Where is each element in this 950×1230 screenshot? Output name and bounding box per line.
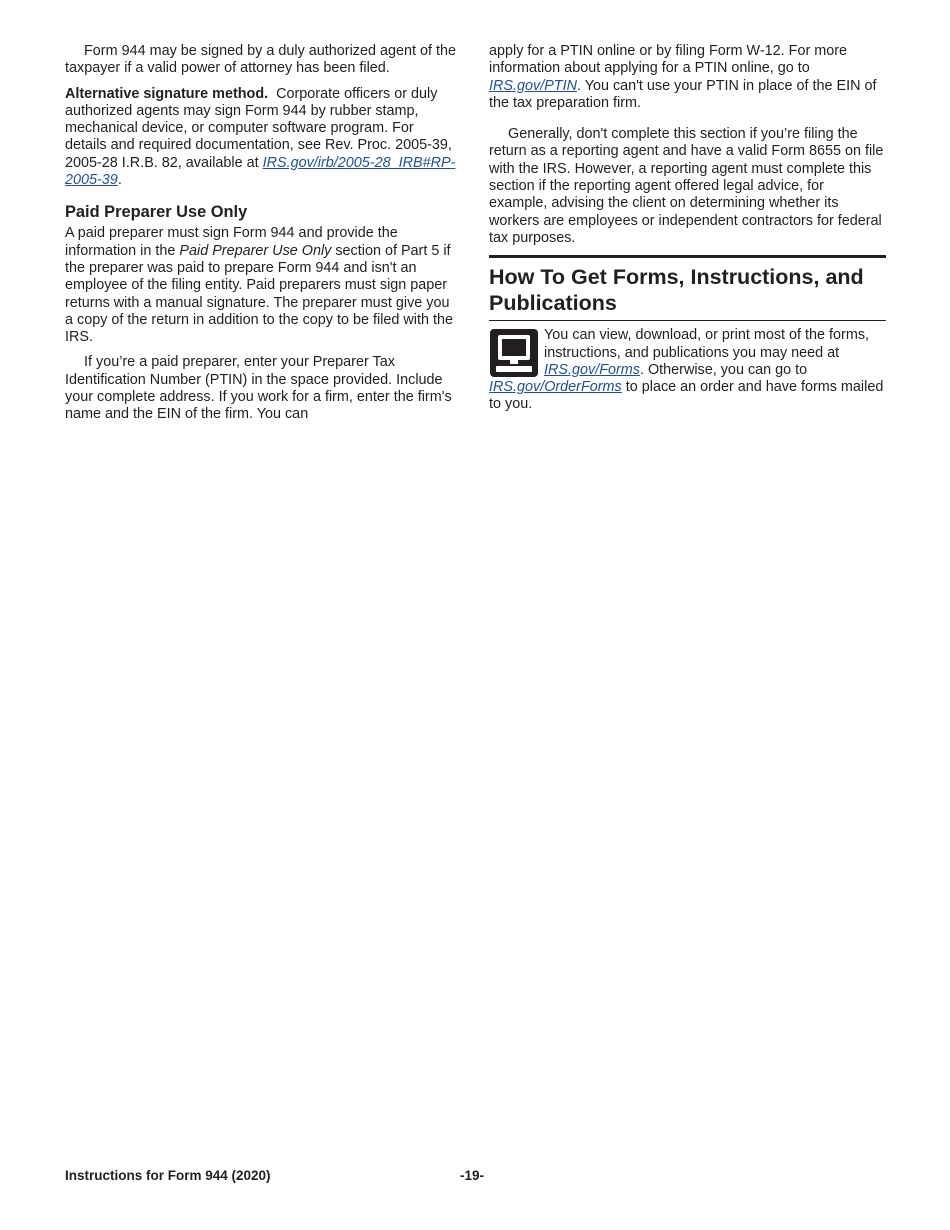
agent-signature-paragraph: Form 944 may be signed by a duly authorized agent of the taxpayer if a valid power of attorney has been filed. bbox=[65, 43, 456, 77]
section-top-rule bbox=[489, 255, 886, 258]
order-forms-link[interactable]: IRS.gov/OrderForms bbox=[489, 379, 622, 396]
get-forms-text-a: You can view, download, or print most of the forms, instructions, and publications you may need at bbox=[544, 327, 870, 361]
get-forms-block bbox=[489, 327, 886, 413]
paid-preparer-heading: Paid Preparer Use Only bbox=[65, 203, 248, 222]
computer-icon bbox=[489, 328, 539, 378]
ptin-continued-paragraph bbox=[489, 43, 886, 112]
period: . bbox=[117, 172, 122, 189]
paid-preparer-paragraph bbox=[65, 225, 458, 346]
ptin-continued-text-b: . You can't use your PTIN in place of the EIN of the tax preparation firm. bbox=[489, 77, 877, 111]
paid-preparer-section-name: Paid Preparer Use Only bbox=[179, 242, 332, 259]
ptin-continued-text-a: apply for a PTIN online or by filing Form W-12. For more information about applying for a PTIN online, go to bbox=[489, 43, 848, 77]
section-bottom-rule bbox=[489, 320, 886, 321]
footer-title: Instructions for Form 944 (2020) bbox=[65, 1168, 271, 1183]
paid-preparer-text-a: A paid preparer must sign Form 944 and provide the information in the bbox=[65, 225, 398, 259]
get-forms-paragraph bbox=[489, 327, 886, 413]
section-heading: How To Get Forms, Instructions, and Publications bbox=[489, 265, 864, 316]
ptin-paragraph: If you’re a paid preparer, enter your Preparer Tax Identification Number (PTIN) in the space provided. Include your complete address. If you work for a firm, enter the firm's name and the EIN of the firm. You can bbox=[65, 354, 452, 423]
reporting-agent-paragraph: Generally, don't complete this section if you’re filing the return as a reporting agent and have a valid Form 8655 on file with the IRS. However, a reporting agent must complete this section if the reporting agent offered legal advice, for example, advising the client on determining whether its workers are employees or independent contractors for federal tax purposes. bbox=[489, 126, 884, 246]
paid-preparer-text-b: section of Part 5 if the preparer was paid to prepare Form 944 and isn't an employee of the filing entity. Paid preparers must sign paper returns with a manual signature. The preparer must give you a copy of the return in addition to the copy to be filed with the IRS. bbox=[65, 242, 453, 346]
alternative-signature-paragraph bbox=[65, 86, 458, 190]
get-forms-text-c: to place an order and have forms mailed to you. bbox=[489, 379, 884, 413]
forms-link[interactable]: IRS.gov/Forms bbox=[544, 361, 640, 378]
get-forms-text-b: . Otherwise, you can go to bbox=[639, 361, 808, 378]
alternative-signature-text: Corporate officers or duly authorized agents may sign Form 944 by rubber stamp, mechanical device, or computer software program. For details and required documentation, see Rev. Proc. 2005-39, 2005-28 I.R.B. 82, available at bbox=[65, 85, 452, 171]
left-column bbox=[65, 43, 458, 432]
page-number: -19- bbox=[460, 1168, 485, 1183]
alternative-signature-heading: Alternative signature method. bbox=[65, 85, 269, 102]
ptin-link[interactable]: IRS.gov/PTIN bbox=[489, 77, 577, 94]
right-column bbox=[489, 43, 886, 422]
rev-proc-link[interactable]: IRS.gov/irb/2005-28_IRB#RP-2005-39 bbox=[65, 154, 456, 189]
